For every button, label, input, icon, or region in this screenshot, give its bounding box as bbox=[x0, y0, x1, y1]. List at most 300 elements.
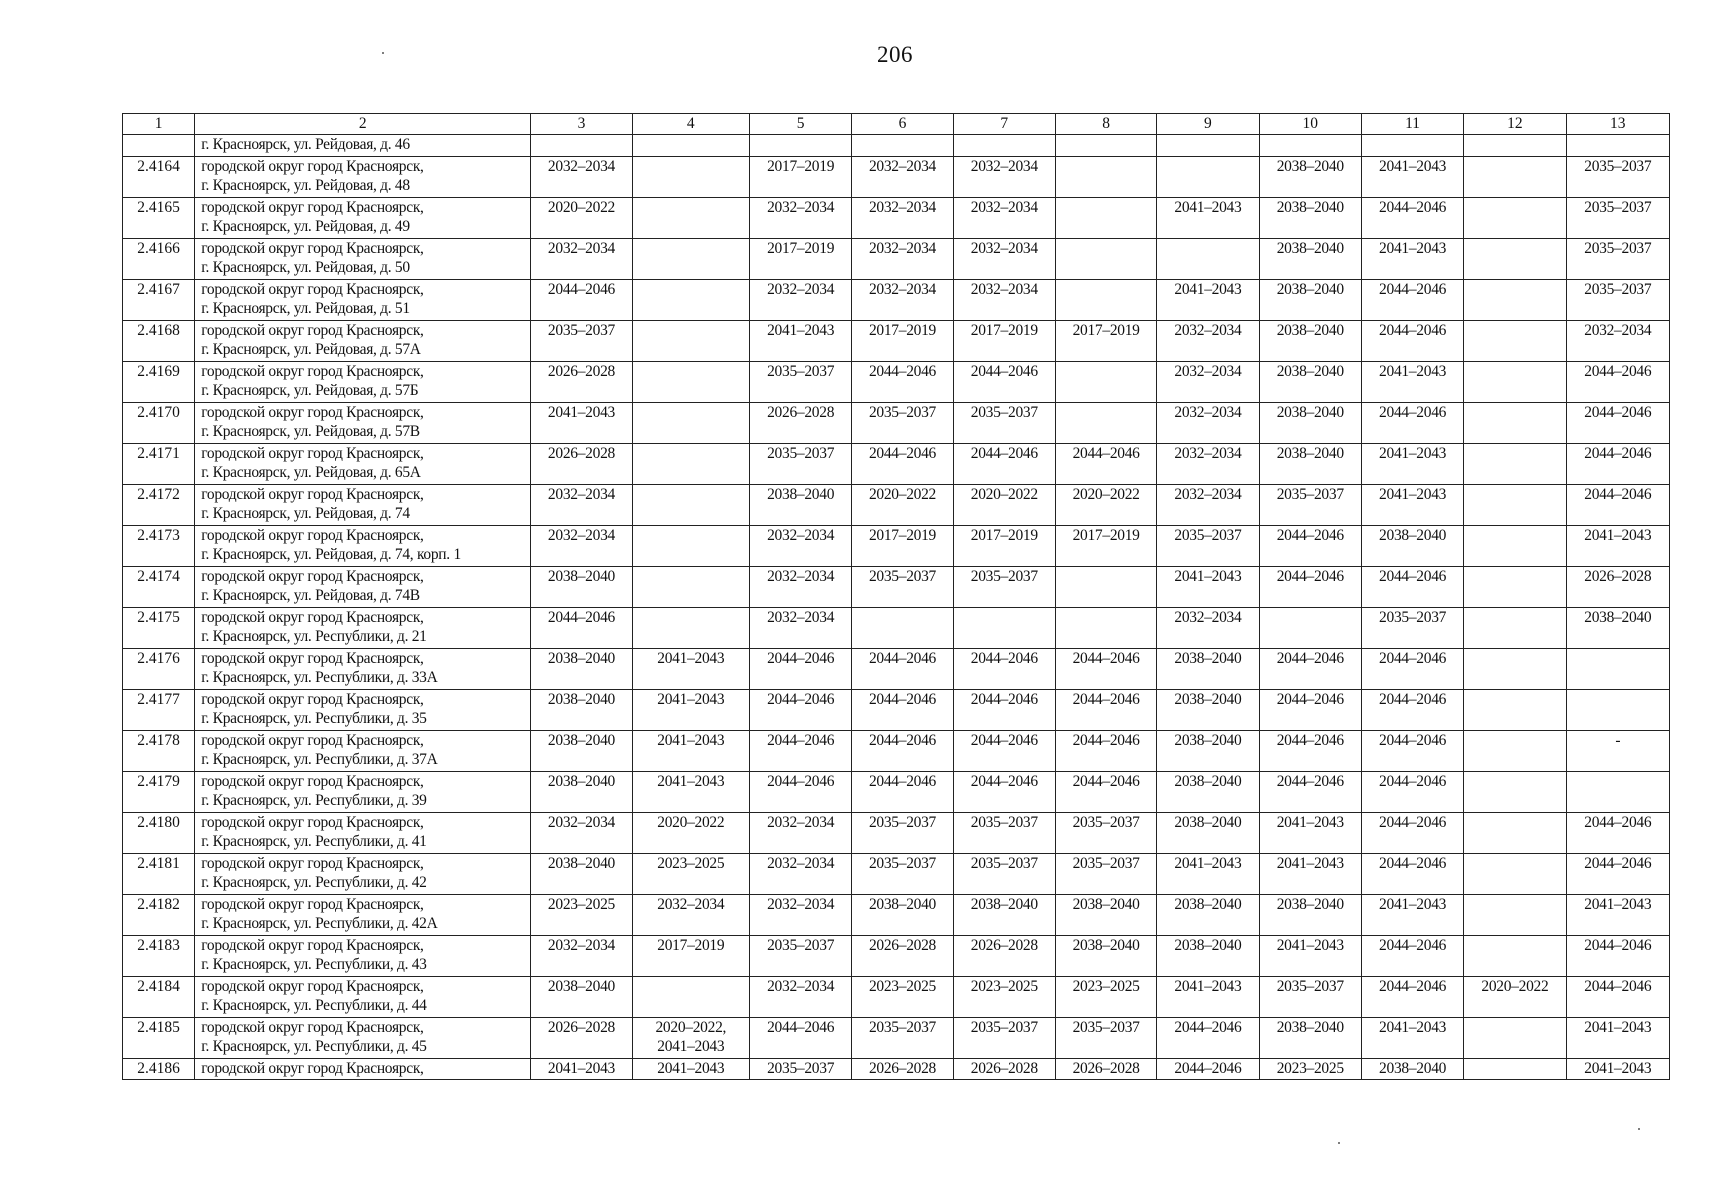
cell-number: 2.4169 bbox=[123, 362, 195, 403]
cell-period bbox=[1157, 198, 1259, 239]
cell-period bbox=[1464, 280, 1566, 321]
period-value: 2041–2043 bbox=[1584, 896, 1652, 913]
column-header: 5 bbox=[749, 114, 851, 135]
period-value: 2044–2046 bbox=[970, 691, 1038, 708]
cell-period bbox=[953, 198, 1055, 239]
address-line: городской округ город Красноярск, bbox=[201, 199, 424, 216]
table-row bbox=[123, 567, 1670, 608]
cell-period bbox=[1157, 649, 1259, 690]
cell-period bbox=[1464, 649, 1566, 690]
cell-period bbox=[1361, 895, 1463, 936]
cell-period bbox=[953, 567, 1055, 608]
cell-period bbox=[1361, 403, 1463, 444]
cell-period bbox=[749, 854, 851, 895]
cell-address bbox=[195, 977, 531, 1018]
cell-period bbox=[1055, 690, 1156, 731]
table-row bbox=[123, 690, 1670, 731]
period-value: 2038–2040 bbox=[1276, 281, 1344, 298]
cell-period bbox=[1157, 772, 1259, 813]
period-value: 2044–2046 bbox=[1584, 814, 1652, 831]
cell-period bbox=[953, 854, 1055, 895]
cell-period bbox=[852, 1018, 953, 1059]
period-value: 2035–2037 bbox=[767, 1060, 835, 1077]
cell-period bbox=[852, 444, 953, 485]
period-value: 2038–2040 bbox=[1584, 609, 1652, 626]
cell-period bbox=[1464, 485, 1566, 526]
period-value: 2038–2040 bbox=[1276, 363, 1344, 380]
cell-period bbox=[953, 772, 1055, 813]
cell-period bbox=[1361, 813, 1463, 854]
cell-period bbox=[852, 936, 953, 977]
period-value: 2041–2043 bbox=[1584, 527, 1652, 544]
period-value: 2035–2037 bbox=[868, 1019, 936, 1036]
period-value: 2032–2034 bbox=[1174, 322, 1242, 339]
period-value: 2041–2043 bbox=[1174, 281, 1242, 298]
period-value: 2032–2034 bbox=[547, 937, 615, 954]
cell-period bbox=[1464, 895, 1566, 936]
table-row bbox=[123, 936, 1670, 977]
cell-period bbox=[632, 649, 749, 690]
cell-period bbox=[1055, 731, 1156, 772]
address-line: г. Красноярск, ул. Республики, д. 42А bbox=[201, 915, 438, 932]
cell-period bbox=[632, 567, 749, 608]
period-value: 2044–2046 bbox=[1584, 363, 1652, 380]
period-value: 2041–2043 bbox=[1276, 855, 1344, 872]
period-value: 2032–2034 bbox=[1584, 322, 1652, 339]
period-value: 2038–2040 bbox=[1072, 896, 1140, 913]
cell-address bbox=[195, 321, 531, 362]
cell-period bbox=[1361, 444, 1463, 485]
cell-period bbox=[1566, 1059, 1669, 1080]
period-value: 2041–2043 bbox=[767, 322, 835, 339]
period-value: 2017–2019 bbox=[767, 240, 835, 257]
cell-period bbox=[1259, 1018, 1361, 1059]
period-value: 2032–2034 bbox=[1174, 445, 1242, 462]
cell-period bbox=[531, 977, 632, 1018]
period-value: 2044–2046 bbox=[1174, 1019, 1242, 1036]
cell-period bbox=[852, 567, 953, 608]
address-line: г. Красноярск, ул. Республики, д. 33А bbox=[201, 669, 438, 686]
cell-period bbox=[749, 567, 851, 608]
cell-period bbox=[1157, 895, 1259, 936]
period-value: 2038–2040 bbox=[1276, 896, 1344, 913]
scan-speck bbox=[382, 52, 384, 54]
period-value: 2020–2022 bbox=[1481, 978, 1549, 995]
period-value: 2026–2028 bbox=[547, 363, 615, 380]
period-value: 2041–2043 bbox=[1174, 855, 1242, 872]
cell-number: 2.4183 bbox=[123, 936, 195, 977]
cell-period bbox=[531, 690, 632, 731]
cell-period bbox=[1259, 567, 1361, 608]
cell-period bbox=[632, 362, 749, 403]
cell-address bbox=[195, 157, 531, 198]
cell-period bbox=[531, 895, 632, 936]
period-value: 2032–2034 bbox=[767, 568, 835, 585]
cell-period bbox=[749, 239, 851, 280]
period-value: 2044–2046 bbox=[1276, 527, 1344, 544]
cell-address bbox=[195, 198, 531, 239]
address-line: г. Красноярск, ул. Рейдовая, д. 50 bbox=[201, 259, 410, 276]
period-value: 2044–2046 bbox=[1072, 650, 1140, 667]
period-value: 2035–2037 bbox=[1072, 814, 1140, 831]
period-value: 2023–2025 bbox=[1072, 978, 1140, 995]
cell-period bbox=[1361, 321, 1463, 362]
cell-address bbox=[195, 936, 531, 977]
period-value: 2041–2043 bbox=[1379, 445, 1447, 462]
cell-period bbox=[1464, 731, 1566, 772]
period-value: 2038–2040 bbox=[547, 978, 615, 995]
table-row bbox=[123, 854, 1670, 895]
address-line: городской округ город Красноярск, bbox=[201, 937, 424, 954]
address-line: городской округ город Красноярск, bbox=[201, 773, 424, 790]
cell-period bbox=[531, 526, 632, 567]
period-value: 2044–2046 bbox=[1379, 281, 1447, 298]
column-header: 4 bbox=[632, 114, 749, 135]
table-row bbox=[123, 649, 1670, 690]
period-value: 2044–2046 bbox=[1379, 199, 1447, 216]
cell-period bbox=[852, 362, 953, 403]
period-value: 2035–2037 bbox=[970, 568, 1038, 585]
period-value: 2035–2037 bbox=[970, 855, 1038, 872]
cell-period bbox=[749, 403, 851, 444]
cell-period bbox=[632, 157, 749, 198]
period-value: 2038–2040 bbox=[1276, 404, 1344, 421]
address-line: г. Красноярск, ул. Рейдовая, д. 57А bbox=[201, 341, 421, 358]
period-value: 2041–2043 bbox=[1379, 896, 1447, 913]
cell-period bbox=[953, 813, 1055, 854]
cell-period bbox=[1566, 936, 1669, 977]
table-row bbox=[123, 485, 1670, 526]
cell-period bbox=[852, 198, 953, 239]
period-value: 2017–2019 bbox=[767, 158, 835, 175]
page-number: 206 bbox=[877, 42, 913, 67]
period-value: 2044–2046 bbox=[970, 445, 1038, 462]
cell-period bbox=[852, 895, 953, 936]
period-value: 2044–2046 bbox=[1379, 322, 1447, 339]
period-value: 2020–2022, bbox=[655, 1019, 727, 1036]
cell-period bbox=[953, 157, 1055, 198]
cell-number: 2.4173 bbox=[123, 526, 195, 567]
cell-period bbox=[1566, 854, 1669, 895]
period-value: 2032–2034 bbox=[767, 896, 835, 913]
period-value: 2032–2034 bbox=[767, 527, 835, 544]
period-value: 2041–2043 bbox=[1174, 568, 1242, 585]
cell-period bbox=[531, 608, 632, 649]
period-value: 2041–2043 bbox=[657, 691, 725, 708]
period-value: 2044–2046 bbox=[1379, 937, 1447, 954]
cell-number: 2.4177 bbox=[123, 690, 195, 731]
period-value: 2044–2046 bbox=[1379, 650, 1447, 667]
cell-period bbox=[531, 731, 632, 772]
cell-period bbox=[531, 1059, 632, 1080]
period-value: 2044–2046 bbox=[1276, 691, 1344, 708]
period-value: 2026–2028 bbox=[1584, 568, 1652, 585]
cell-period bbox=[632, 772, 749, 813]
cell-period bbox=[1361, 977, 1463, 1018]
address-line: городской округ город Красноярск, bbox=[201, 691, 424, 708]
cell-period bbox=[749, 608, 851, 649]
period-value: - bbox=[1615, 732, 1621, 749]
cell-period bbox=[1157, 1059, 1259, 1080]
cell-period bbox=[852, 485, 953, 526]
cell-number: 2.4185 bbox=[123, 1018, 195, 1059]
cell-period bbox=[749, 895, 851, 936]
period-value: 2038–2040 bbox=[547, 691, 615, 708]
cell-period bbox=[1361, 485, 1463, 526]
cell-period bbox=[1259, 936, 1361, 977]
period-value: 2035–2037 bbox=[1072, 1019, 1140, 1036]
cell-period bbox=[1566, 198, 1669, 239]
schedule-table bbox=[122, 113, 1670, 1080]
period-value: 2035–2037 bbox=[1584, 281, 1652, 298]
cell-period bbox=[1464, 362, 1566, 403]
period-value: 2038–2040 bbox=[1174, 896, 1242, 913]
cell-period bbox=[1055, 977, 1156, 1018]
period-value: 2035–2037 bbox=[1276, 486, 1344, 503]
period-value: 2044–2046 bbox=[970, 773, 1038, 790]
period-value: 2038–2040 bbox=[1174, 691, 1242, 708]
table-row bbox=[123, 1018, 1670, 1059]
cell-period bbox=[1055, 854, 1156, 895]
period-value: 2035–2037 bbox=[868, 568, 936, 585]
cell-period bbox=[1464, 403, 1566, 444]
cell-address bbox=[195, 444, 531, 485]
cell-period bbox=[1055, 936, 1156, 977]
cell-period bbox=[953, 731, 1055, 772]
cell-period bbox=[1259, 239, 1361, 280]
cell-period bbox=[749, 321, 851, 362]
column-header: 2 bbox=[195, 114, 531, 135]
period-value: 2038–2040 bbox=[547, 855, 615, 872]
period-value: 2023–2025 bbox=[657, 855, 725, 872]
period-value: 2044–2046 bbox=[767, 691, 835, 708]
address-line: городской округ город Красноярск, bbox=[201, 732, 424, 749]
period-value: 2035–2037 bbox=[868, 855, 936, 872]
cell-period bbox=[1464, 1018, 1566, 1059]
period-value: 2035–2037 bbox=[1072, 855, 1140, 872]
period-value: 2044–2046 bbox=[1276, 568, 1344, 585]
cell-period bbox=[953, 362, 1055, 403]
period-value: 2044–2046 bbox=[767, 773, 835, 790]
cell-period bbox=[531, 157, 632, 198]
cell-number: 2.4171 bbox=[123, 444, 195, 485]
period-value: 2035–2037 bbox=[1584, 240, 1652, 257]
cell-period bbox=[1055, 321, 1156, 362]
period-value: 2026–2028 bbox=[1072, 1060, 1140, 1077]
address-line: городской округ город Красноярск, bbox=[201, 814, 424, 831]
period-value: 2041–2043 bbox=[1276, 814, 1344, 831]
cell-period bbox=[953, 526, 1055, 567]
cell-period bbox=[1361, 239, 1463, 280]
cell-period bbox=[953, 977, 1055, 1018]
address-line: г. Красноярск, ул. Рейдовая, д. 51 bbox=[201, 300, 410, 317]
cell-period bbox=[1464, 813, 1566, 854]
table-row bbox=[123, 895, 1670, 936]
table-row bbox=[123, 608, 1670, 649]
period-value: 2038–2040 bbox=[1276, 445, 1344, 462]
period-value: 2032–2034 bbox=[868, 281, 936, 298]
cell-period bbox=[1055, 198, 1156, 239]
cell-period bbox=[1566, 690, 1669, 731]
cell-period bbox=[1566, 608, 1669, 649]
cell-period bbox=[852, 772, 953, 813]
cell-period bbox=[1055, 157, 1156, 198]
cell-period bbox=[1566, 362, 1669, 403]
address-line: городской округ город Красноярск, bbox=[201, 486, 424, 503]
period-value: 2023–2025 bbox=[970, 978, 1038, 995]
period-value: 2044–2046 bbox=[970, 363, 1038, 380]
period-value: 2044–2046 bbox=[1072, 445, 1140, 462]
period-value: 2038–2040 bbox=[970, 896, 1038, 913]
cell-period bbox=[632, 485, 749, 526]
cell-period bbox=[1464, 444, 1566, 485]
cell-period bbox=[1055, 895, 1156, 936]
cell-period bbox=[1566, 157, 1669, 198]
table-row bbox=[123, 444, 1670, 485]
cell-period bbox=[1464, 1059, 1566, 1080]
period-value: 2044–2046 bbox=[1584, 978, 1652, 995]
cell-period bbox=[1566, 772, 1669, 813]
cell-period bbox=[632, 321, 749, 362]
cell-period bbox=[1566, 485, 1669, 526]
cell-period bbox=[1055, 608, 1156, 649]
cell-period bbox=[1259, 1059, 1361, 1080]
period-value: 2038–2040 bbox=[1174, 814, 1242, 831]
cell-number: 2.4165 bbox=[123, 198, 195, 239]
cell-period bbox=[1259, 772, 1361, 813]
cell-period bbox=[749, 772, 851, 813]
period-value: 2041–2043 bbox=[657, 732, 725, 749]
period-value: 2026–2028 bbox=[970, 1060, 1038, 1077]
cell-period bbox=[1566, 280, 1669, 321]
cell-number: 2.4181 bbox=[123, 854, 195, 895]
cell-period bbox=[1157, 239, 1259, 280]
table-row bbox=[123, 977, 1670, 1018]
period-value: 2026–2028 bbox=[970, 937, 1038, 954]
cell-period bbox=[1566, 444, 1669, 485]
period-value: 2032–2034 bbox=[868, 240, 936, 257]
period-value: 2044–2046 bbox=[767, 732, 835, 749]
cell-number: 2.4170 bbox=[123, 403, 195, 444]
period-value: 2041–2043 bbox=[1276, 937, 1344, 954]
period-value: 2026–2028 bbox=[868, 937, 936, 954]
period-value: 2044–2046 bbox=[1379, 568, 1447, 585]
period-value: 2038–2040 bbox=[547, 773, 615, 790]
period-value: 2044–2046 bbox=[1072, 773, 1140, 790]
cell-period bbox=[1566, 813, 1669, 854]
cell-period bbox=[531, 772, 632, 813]
cell-period bbox=[1361, 362, 1463, 403]
address-line: городской округ город Красноярск, bbox=[201, 896, 424, 913]
period-value: 2035–2037 bbox=[1584, 158, 1652, 175]
address-line: городской округ город Красноярск, bbox=[201, 1019, 424, 1036]
period-value: 2038–2040 bbox=[1276, 1019, 1344, 1036]
cell-period bbox=[1259, 690, 1361, 731]
cell-period bbox=[1566, 526, 1669, 567]
period-value: 2038–2040 bbox=[547, 732, 615, 749]
cell-period bbox=[1259, 444, 1361, 485]
period-value: 2032–2034 bbox=[547, 527, 615, 544]
column-header: 12 bbox=[1464, 114, 1566, 135]
period-value: 2044–2046 bbox=[1584, 404, 1652, 421]
cell-address bbox=[195, 567, 531, 608]
cell-period bbox=[953, 485, 1055, 526]
cell-address bbox=[195, 649, 531, 690]
period-value: 2023–2025 bbox=[868, 978, 936, 995]
cell-period bbox=[1566, 239, 1669, 280]
cell-period bbox=[1259, 854, 1361, 895]
table-row bbox=[123, 731, 1670, 772]
cell-period bbox=[1464, 977, 1566, 1018]
period-value: 2044–2046 bbox=[1276, 732, 1344, 749]
period-value: 2038–2040 bbox=[767, 486, 835, 503]
cell-period bbox=[749, 936, 851, 977]
period-value: 2038–2040 bbox=[1276, 199, 1344, 216]
period-value: 2044–2046 bbox=[547, 609, 615, 626]
address-line: городской округ город Красноярск, bbox=[201, 158, 424, 175]
cell-period bbox=[953, 321, 1055, 362]
cell-period bbox=[531, 485, 632, 526]
cell-period bbox=[1157, 280, 1259, 321]
period-value: 2032–2034 bbox=[1174, 363, 1242, 380]
period-value: 2038–2040 bbox=[1379, 527, 1447, 544]
period-value: 2044–2046 bbox=[1379, 773, 1447, 790]
cell-period bbox=[749, 362, 851, 403]
cell-period bbox=[632, 936, 749, 977]
cell-period bbox=[953, 649, 1055, 690]
period-value: 2032–2034 bbox=[547, 158, 615, 175]
cell-number: 2.4168 bbox=[123, 321, 195, 362]
period-value: 2035–2037 bbox=[547, 322, 615, 339]
cell-period bbox=[1157, 567, 1259, 608]
cell-address bbox=[195, 895, 531, 936]
address-line: городской округ город Красноярск, bbox=[201, 445, 424, 462]
cell-period bbox=[1259, 485, 1361, 526]
period-value: 2044–2046 bbox=[868, 691, 936, 708]
cell-period bbox=[852, 157, 953, 198]
period-value: 2032–2034 bbox=[868, 158, 936, 175]
column-header: 7 bbox=[953, 114, 1055, 135]
cell-period bbox=[531, 567, 632, 608]
cell-period bbox=[953, 1018, 1055, 1059]
cell-period bbox=[1259, 649, 1361, 690]
period-value: 2035–2037 bbox=[1276, 978, 1344, 995]
cell-address bbox=[195, 690, 531, 731]
cell-period bbox=[1464, 690, 1566, 731]
address-line: г. Красноярск, ул. Рейдовая, д. 74 bbox=[201, 505, 410, 522]
period-value: 2044–2046 bbox=[767, 1019, 835, 1036]
table-row bbox=[123, 403, 1670, 444]
cell-period bbox=[1259, 608, 1361, 649]
address-line: городской округ город Красноярск, bbox=[201, 363, 424, 380]
cell-period bbox=[1464, 854, 1566, 895]
cell-period bbox=[1361, 731, 1463, 772]
period-value: 2044–2046 bbox=[1379, 814, 1447, 831]
period-value: 2032–2034 bbox=[1174, 486, 1242, 503]
period-value: 2041–2043 bbox=[657, 1060, 725, 1077]
address-line: городской округ город Красноярск, bbox=[201, 527, 424, 544]
cell-period bbox=[749, 444, 851, 485]
cell-period bbox=[953, 690, 1055, 731]
cell-address bbox=[195, 239, 531, 280]
cell-period bbox=[749, 813, 851, 854]
cell-period bbox=[1259, 280, 1361, 321]
period-value: 2041–2043 bbox=[657, 650, 725, 667]
address-line: городской округ город Красноярск, bbox=[201, 978, 424, 995]
cell-number: 2.4179 bbox=[123, 772, 195, 813]
cell-period bbox=[1055, 444, 1156, 485]
cell-period bbox=[531, 649, 632, 690]
